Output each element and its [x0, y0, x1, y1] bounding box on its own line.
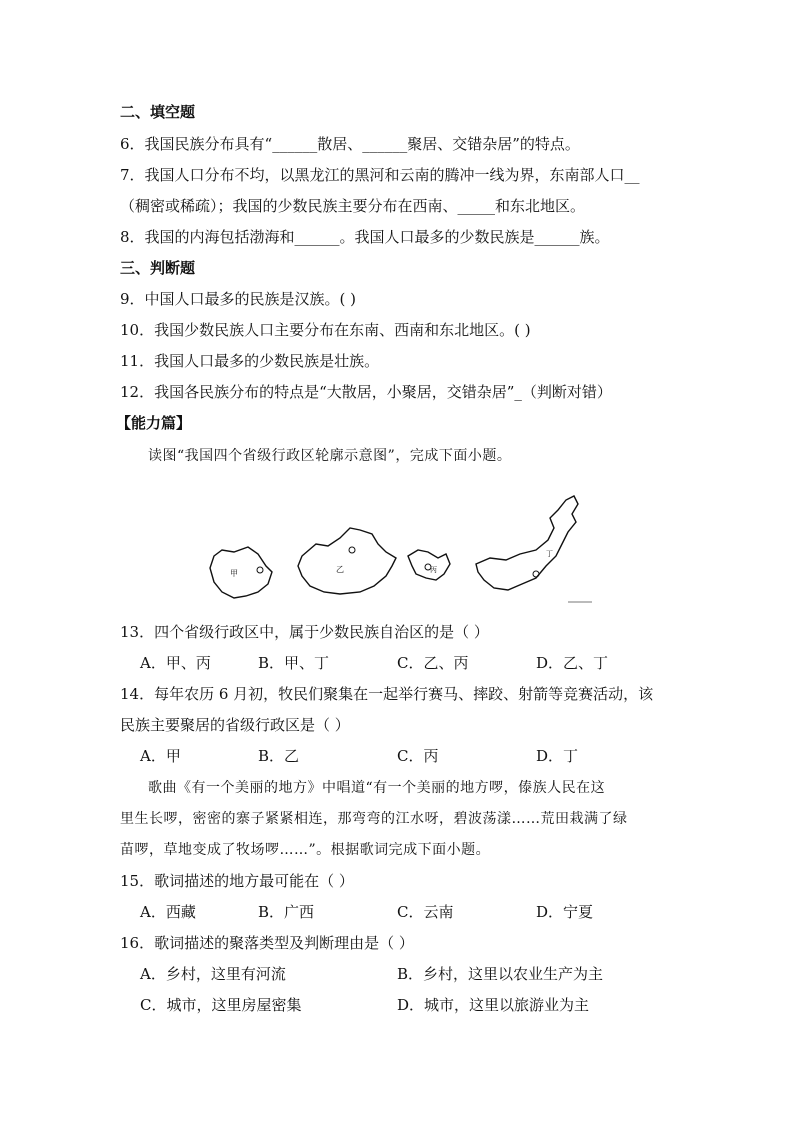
section-fill-blank-heading: 二、填空题 — [120, 103, 196, 121]
q15-option-d: D．宁夏 — [536, 903, 594, 921]
q14-option-c: C．丙 — [397, 747, 439, 765]
question-8: 8．我国的内海包括渤海和______。我国人口最多的少数民族是______族。 — [120, 228, 610, 246]
question-13: 13．四个省级行政区中，属于少数民族自治区的是（ ） — [120, 623, 489, 641]
province-outline-map — [200, 492, 600, 607]
q13-option-c: C．乙、丙 — [397, 654, 469, 672]
song-passage-line-3: 苗啰，草地变成了牧场啰……”。根据歌词完成下面小题。 — [120, 842, 491, 858]
label-jia: 甲 — [230, 569, 238, 578]
q14-option-a: A．甲 — [140, 747, 181, 765]
question-16: 16．歌词描述的聚落类型及判断理由是（ ） — [120, 934, 414, 952]
map-intro: 读图“我国四个省级行政区轮廓示意图”，完成下面小题。 — [148, 448, 512, 464]
q16-option-c: C．城市，这里房屋密集 — [140, 996, 302, 1014]
question-12: 12．我国各民族分布的特点是“大散居，小聚居，交错杂居”_（判断对错） — [120, 383, 612, 401]
question-11: 11．我国人口最多的少数民族是壮族。 — [120, 352, 380, 370]
question-7-line-2: （稠密或稀疏）；我国的少数民族主要分布在西南、_____和东北地区。 — [120, 197, 586, 215]
province-outline-bing — [408, 550, 450, 580]
q15-option-a: A．西藏 — [140, 903, 196, 921]
q16-option-d: D．城市，这里以旅游业为主 — [397, 996, 590, 1014]
label-bing: 丙 — [430, 566, 437, 574]
question-10: 10．我国少数民族人口主要分布在东南、西南和东北地区。( ) — [120, 321, 531, 339]
question-6: 6．我国民族分布具有“______散居、______聚居、交错杂居”的特点。 — [120, 135, 580, 153]
question-14-line-2: 民族主要聚居的省级行政区是（ ） — [120, 716, 350, 734]
label-ding: 丁 — [546, 550, 553, 558]
province-outline-jia — [210, 547, 272, 598]
q14-option-b: B．乙 — [258, 747, 300, 765]
q13-option-b: B．甲、丁 — [258, 654, 330, 672]
section-judge-heading: 三、判断题 — [120, 259, 196, 277]
question-14-line-1: 14．每年农历 6 月初，牧民们聚集在一起举行赛马、摔跤、射箭等竞赛活动，该 — [120, 685, 654, 703]
song-passage-line-1: 歌曲《有一个美丽的地方》中唱道“有一个美丽的地方啰，傣族人民在这 — [148, 780, 606, 796]
question-15: 15．歌词描述的地方最可能在（ ） — [120, 872, 354, 890]
q16-option-b: B．乡村，这里以农业生产为主 — [397, 965, 604, 983]
section-ability-heading: 【能力篇】 — [116, 414, 192, 432]
question-9: 9．中国人口最多的民族是汉族。( ) — [120, 290, 357, 308]
label-yi: 乙 — [336, 565, 344, 574]
song-passage-line-2: 里生长啰，密密的寨子紧紧相连，那弯弯的江水呀，碧波荡漾……荒田栽满了绿 — [120, 811, 628, 827]
q14-option-d: D．丁 — [536, 747, 579, 765]
q15-option-c: C．云南 — [397, 903, 454, 921]
province-outline-yi — [298, 528, 396, 594]
q13-option-d: D．乙、丁 — [536, 654, 609, 672]
q15-option-b: B．广西 — [258, 903, 315, 921]
question-7-line-1: 7．我国人口分布不均，以黑龙江的黑河和云南的腾冲一线为界，东南部人口__ — [120, 166, 640, 184]
q16-option-a: A．乡村，这里有河流 — [140, 965, 286, 983]
q13-option-a: A．甲、丙 — [140, 654, 211, 672]
province-outline-ding — [476, 496, 578, 590]
